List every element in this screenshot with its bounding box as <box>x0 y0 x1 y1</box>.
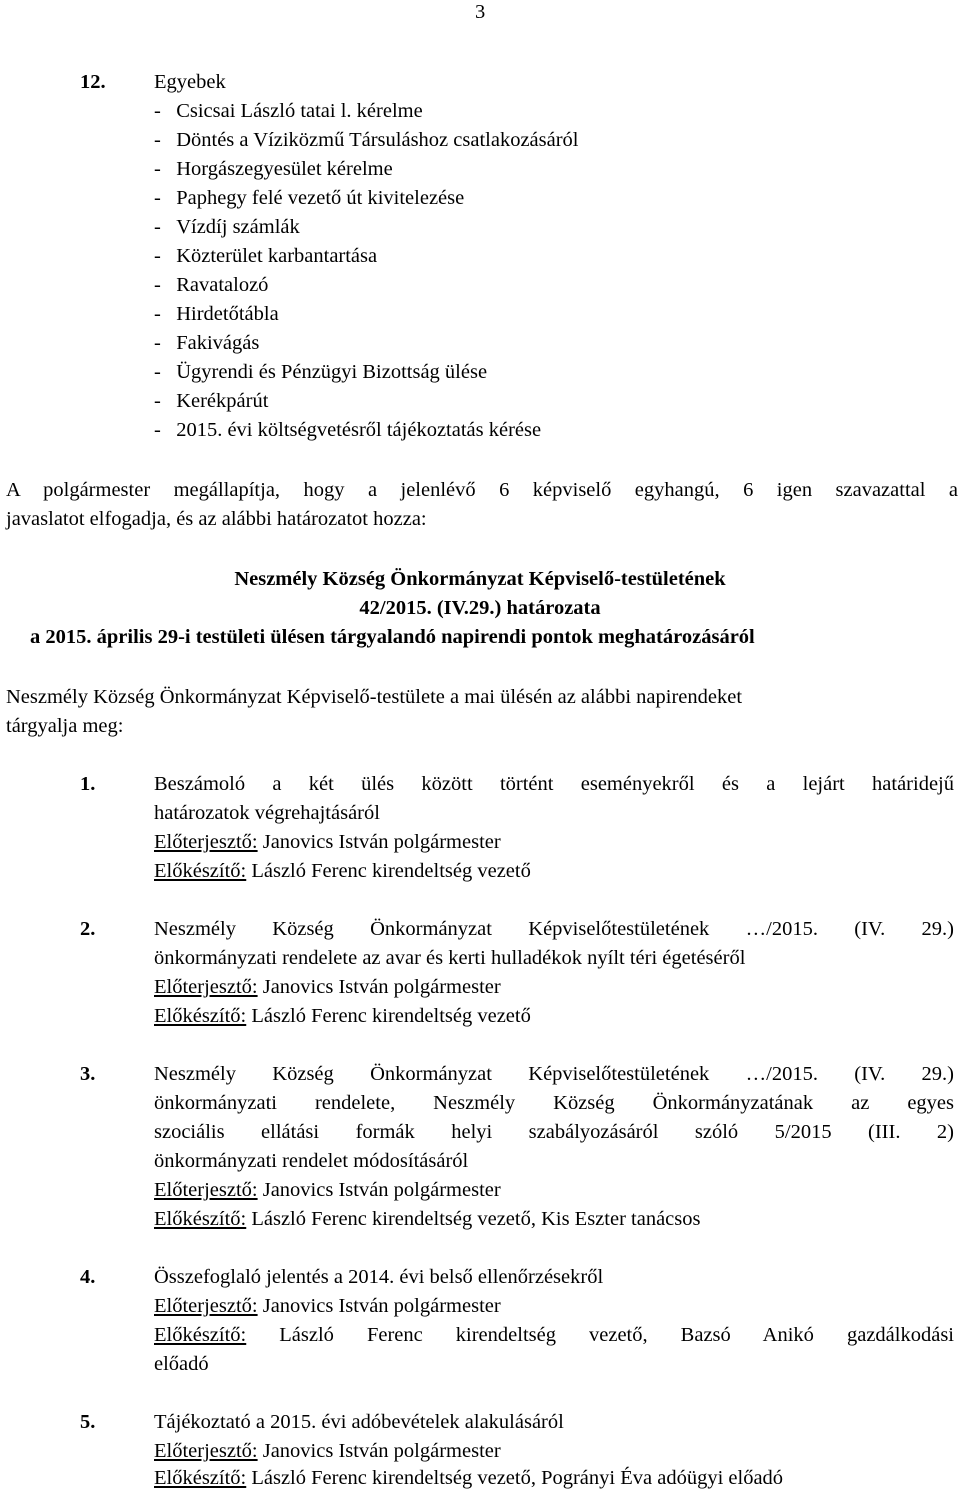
presenter-name: Janovics István polgármester <box>262 1179 501 1201</box>
list-item: - Horgászegyesület kérelme <box>154 158 393 180</box>
agenda-text-line: Beszámoló a két ülés között történt eseményekről és a lejárt határidejű <box>154 773 954 795</box>
resolution-body-line: tárgyalja meg: <box>6 715 124 737</box>
agenda-text-line: szociális ellátási formák helyi szabályozásáról szóló 5/2015 (III. 2) <box>154 1121 954 1143</box>
preparer-name: László Ferenc kirendeltség vezető, Pogrányi Éva adóügyi előadó <box>251 1467 784 1489</box>
agenda-text-line: Neszmély Község Önkormányzat Képviselőtestületének …/2015. (IV. 29.) <box>154 918 954 940</box>
intro-paragraph-line: javaslatot elfogadja, és az alábbi határozatot hozza: <box>6 508 427 530</box>
intro-paragraph-line: A polgármester megállapítja, hogy a jelenlévő 6 képviselő egyhangú, 6 igen szavazattal a <box>6 479 958 501</box>
agenda-number: 4. <box>80 1266 96 1288</box>
agenda-text-line: határozatok végrehajtásáról <box>154 802 380 824</box>
resolution-subject: a 2015. április 29-i testületi ülésen tárgyalandó napirendi pontok meghatározásáról <box>30 626 755 648</box>
list-item: - Ravatalozó <box>154 274 269 296</box>
preparer-line <box>154 859 531 883</box>
agenda-number: 1. <box>80 773 96 795</box>
agenda-text-line: Tájékoztató a 2015. évi adóbevételek alakulásáról <box>154 1411 564 1433</box>
agenda-text-line: Összefoglaló jelentés a 2014. évi belső ellenőrzésekről <box>154 1266 604 1288</box>
presenter-label: Előterjesztő: <box>154 976 258 998</box>
preparer-name: László Ferenc kirendeltség vezető <box>251 1005 531 1027</box>
resolution-body-line: Neszmély Község Önkormányzat Képviselő-testülete a mai ülésén az alábbi napirendeket <box>6 686 743 708</box>
presenter-name: Janovics István polgármester <box>262 831 501 853</box>
agenda-text-line: Neszmély Község Önkormányzat Képviselőtestületének …/2015. (IV. 29.) <box>154 1063 954 1085</box>
presenter-label: Előterjesztő: <box>154 1295 258 1317</box>
preparer-label: Előkészítő: <box>154 1324 247 1346</box>
list-item: - Paphegy felé vezető út kivitelezése <box>154 187 465 209</box>
presenter-name: Janovics István polgármester <box>262 1440 501 1462</box>
preparer-label: Előkészítő: <box>154 1467 247 1489</box>
presenter-label: Előterjesztő: <box>154 831 258 853</box>
preparer-line <box>154 1004 531 1028</box>
preparer-label: Előkészítő: <box>154 1005 247 1027</box>
agenda-number: 5. <box>80 1411 96 1433</box>
presenter-line <box>154 1439 501 1463</box>
preparer-line <box>154 1323 954 1347</box>
list-item: - Hirdetőtábla <box>154 303 279 325</box>
preparer-label: Előkészítő: <box>154 1208 247 1230</box>
agenda-text-line: önkormányzati rendelet módosításáról <box>154 1150 469 1172</box>
list-item: - Csicsai László tatai l. kérelme <box>154 100 423 122</box>
preparer-name: László Ferenc kirendeltség vezető, Bazsó Anikó gazdálkodási <box>279 1324 954 1346</box>
presenter-label: Előterjesztő: <box>154 1179 258 1201</box>
list-item: - Döntés a Víziközmű Társuláshoz csatlakozásáról <box>154 129 579 151</box>
presenter-name: Janovics István polgármester <box>262 1295 501 1317</box>
presenter-line <box>154 975 501 999</box>
list-item: - Ügyrendi és Pénzügyi Bizottság ülése <box>154 361 488 383</box>
presenter-label: Előterjesztő: <box>154 1440 258 1462</box>
agenda-text-line: önkormányzati rendelete az avar és kerti hulladékok nyílt téri égetéséről <box>154 947 746 969</box>
section-title: Egyebek <box>154 71 226 93</box>
preparer-label: Előkészítő: <box>154 860 247 882</box>
agenda-text-line: önkormányzati rendelete, Neszmély Község Önkormányzatának az egyes <box>154 1092 954 1114</box>
agenda-number: 2. <box>80 918 96 940</box>
resolution-number: 42/2015. (IV.29.) határozata <box>359 597 601 619</box>
presenter-line <box>154 1294 501 1318</box>
list-item: - Fakivágás <box>154 332 260 354</box>
page-number: 3 <box>475 1 486 23</box>
preparer-line <box>154 1207 700 1231</box>
preparer-name: László Ferenc kirendeltség vezető, Kis Eszter tanácsos <box>251 1208 701 1230</box>
resolution-title: Neszmély Község Önkormányzat Képviselő-testületének <box>234 568 726 590</box>
preparer-line <box>154 1466 783 1490</box>
preparer-line-continued: előadó <box>154 1353 209 1375</box>
agenda-number: 3. <box>80 1063 96 1085</box>
section-number: 12. <box>80 71 106 93</box>
presenter-line <box>154 1178 501 1202</box>
list-item: - 2015. évi költségvetésről tájékoztatás kérése <box>154 419 542 441</box>
presenter-name: Janovics István polgármester <box>262 976 501 998</box>
list-item: - Vízdíj számlák <box>154 216 300 238</box>
list-item: - Kerékpárút <box>154 390 269 412</box>
preparer-name: László Ferenc kirendeltség vezető <box>251 860 531 882</box>
list-item: - Közterület karbantartása <box>154 245 378 267</box>
presenter-line <box>154 830 501 854</box>
